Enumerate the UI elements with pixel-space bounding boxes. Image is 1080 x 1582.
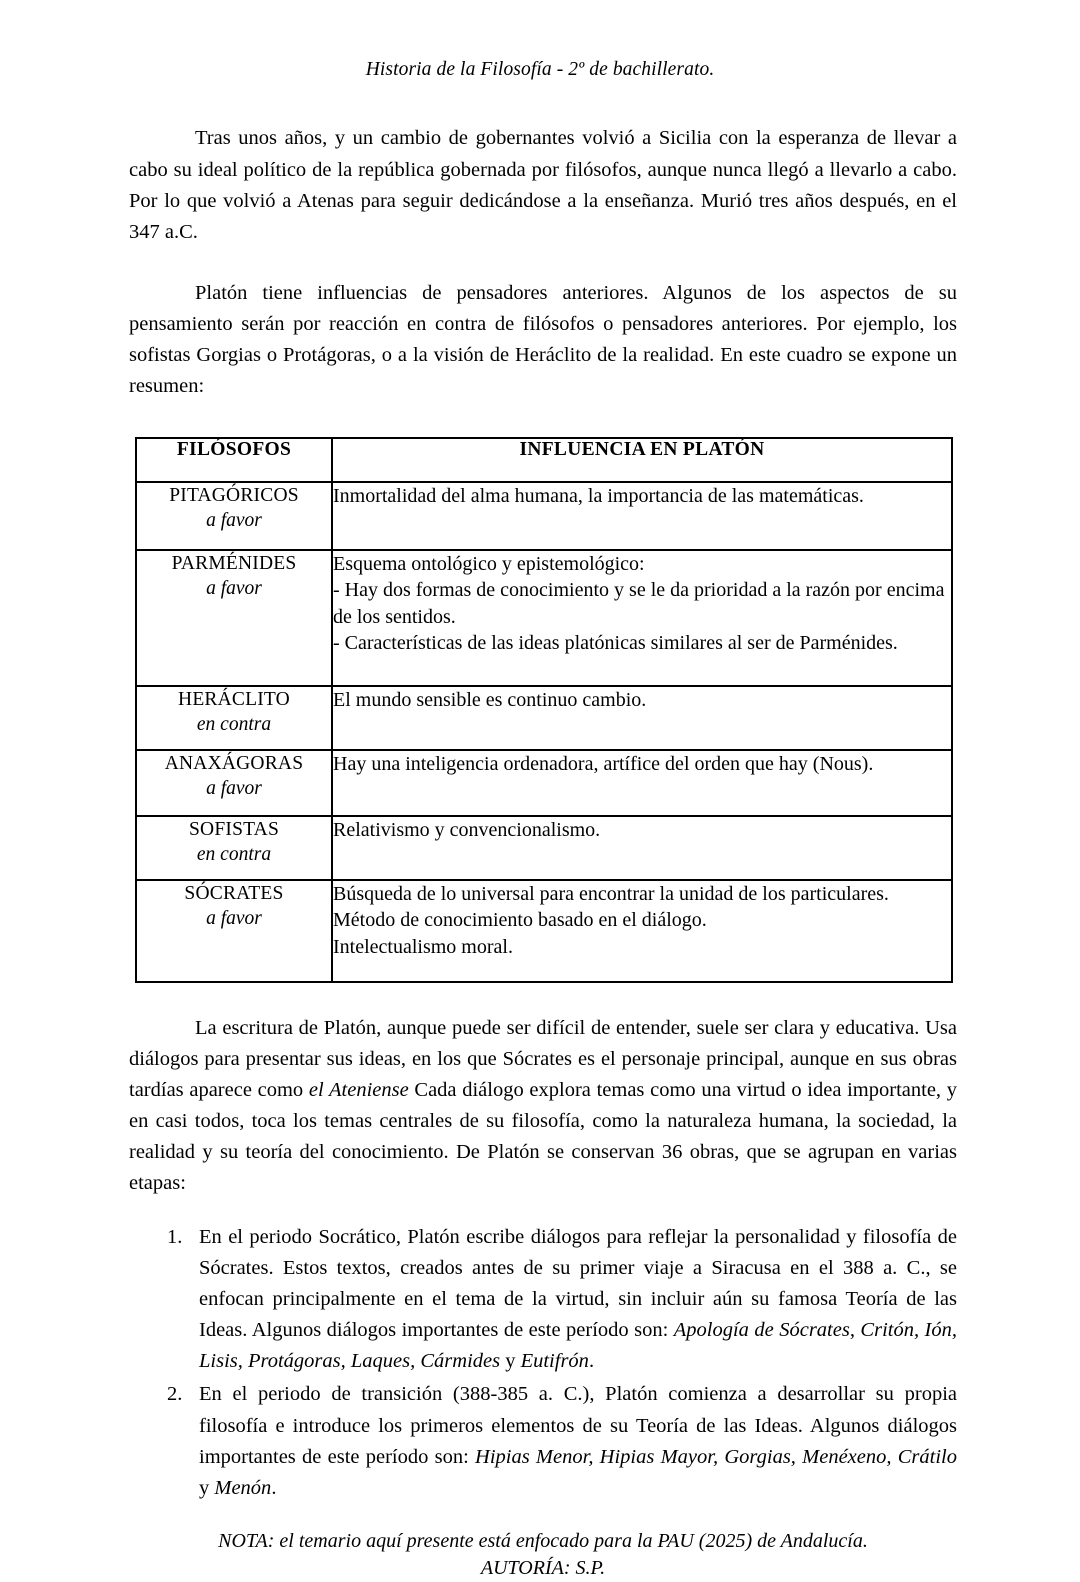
influence-cell	[332, 686, 952, 750]
influences-table-wrapper	[135, 437, 957, 983]
list-item	[129, 1222, 957, 1378]
influence-line: Intelectualismo moral.	[333, 935, 513, 958]
list-item	[129, 1379, 957, 1504]
philosopher-stance: a favor	[206, 907, 262, 929]
influence-cell	[332, 880, 952, 982]
document-body	[123, 123, 957, 1582]
footer-autoria-line: AUTORÍA: S.P.	[480, 1556, 606, 1579]
influence-line: Hay una inteligencia ordenadora, artífice del orden que hay (Nous).	[333, 752, 874, 775]
footer-note	[129, 1528, 957, 1582]
philosopher-cell	[136, 816, 332, 880]
influences-table	[135, 437, 953, 983]
column-header-influence: INFLUENCIA EN PLATÓN	[332, 438, 952, 482]
philosopher-cell	[136, 880, 332, 982]
paragraph-text-segment: La escritura de Platón, aunque puede ser difícil de entender, suele ser clara y educativa. Usa diálogos para presentar sus ideas, en los que Sócrates es el personaje principal, aunque en sus obras tardías aparece como	[129, 1016, 957, 1101]
table-row	[136, 482, 952, 550]
philosopher-stance: a favor	[206, 509, 262, 531]
dialogue-last-title: Menón	[214, 1476, 272, 1499]
philosopher-name: HERÁCLITO	[178, 688, 290, 710]
influence-cell	[332, 816, 952, 880]
influence-line: - Características de las ideas platónicas similares al ser de Parménides.	[333, 632, 898, 655]
influence-line: Esquema ontológico y epistemológico:	[333, 552, 645, 575]
influence-cell	[332, 482, 952, 550]
running-header: Historia de la Filosofía - 2º de bachillerato.	[365, 59, 715, 80]
table-row	[136, 880, 952, 982]
philosopher-cell	[136, 550, 332, 686]
philosopher-name: SÓCRATES	[184, 882, 284, 904]
philosopher-stance: en contra	[196, 713, 272, 735]
dialogue-titles: Apología de Sócrates, Critón, Ión, Lisis, Protágoras, Laques, Cármides	[199, 1319, 958, 1373]
philosopher-stance: a favor	[206, 577, 262, 599]
influence-line: Búsqueda de lo universal para encontrar la unidad de los particulares.	[333, 882, 889, 905]
table-row	[136, 816, 952, 880]
list-item-conjunction: y	[500, 1350, 521, 1373]
philosopher-name: ANAXÁGORAS	[164, 752, 304, 774]
dialogue-last-title: Eutifrón	[520, 1350, 589, 1373]
list-item-text-end: .	[588, 1350, 595, 1373]
dialogue-titles: Hipias Menor, Hipias Mayor, Gorgias, Menéxeno, Crátilo	[475, 1445, 957, 1468]
philosopher-stance: a favor	[206, 777, 262, 799]
philosopher-cell	[136, 750, 332, 816]
work-title-ateniense: el Ateniense	[308, 1078, 409, 1101]
paragraph-text-segment: Cada diálogo explora temas como una virtud o idea importante, y en casi todos, toca los temas centrales de su filosofía, como la naturaleza humana, la sociedad, la realidad y su teoría del conocimiento. De Platón se conservan 36 obras, que se agrupan en varias etapas:	[129, 1078, 957, 1195]
influence-line: Método de conocimiento basado en el diálogo.	[333, 909, 707, 932]
list-item-text-end: .	[271, 1476, 277, 1499]
philosopher-cell	[136, 686, 332, 750]
table-header-row	[136, 438, 952, 482]
column-header-philosophers: FILÓSOFOS	[136, 438, 332, 482]
paragraph-plato-writing	[129, 1013, 957, 1200]
periods-list	[129, 1222, 957, 1504]
list-item-text: En el periodo Socrático, Platón escribe diálogos para reflejar la personalidad y filosofía de Sócrates. Estos textos, creados antes de su primer viaje a Siracusa en el 388 a. C., se enfocan principalmente en el tema de la virtud, sin incluir aún su famosa Teoría de las Ideas. Algunos diálogos importantes de este período son:	[199, 1225, 957, 1342]
philosopher-stance: en contra	[196, 843, 272, 865]
list-item-text: En el periodo de transición (388-385 a. C.), Platón comienza a desarrollar su propia filosofía e introduce los primeros elementos de su Teoría de las Ideas. Algunos diálogos importantes de este período son:	[199, 1383, 957, 1468]
influence-cell	[332, 750, 952, 816]
philosopher-name: PITAGÓRICOS	[169, 484, 299, 506]
influence-line: El mundo sensible es continuo cambio.	[333, 688, 647, 711]
table-row	[136, 550, 952, 686]
table-row	[136, 750, 952, 816]
philosopher-name: SOFISTAS	[189, 818, 279, 840]
influence-line: Relativismo y convencionalismo.	[333, 818, 601, 841]
philosopher-name: PARMÉNIDES	[171, 552, 297, 574]
philosopher-cell	[136, 482, 332, 550]
paragraph-plato-influences-intro: Platón tiene influencias de pensadores anteriores. Algunos de los aspectos de su pensamiento serán por reacción en contra de filósofos o pensadores anteriores. Por ejemplo, los sofistas Gorgias o Protágoras, o a la visión de Heráclito de la realidad. En este cuadro se expone un resumen:	[129, 282, 957, 398]
list-item-conjunction: y	[199, 1476, 215, 1499]
influence-cell	[332, 550, 952, 686]
footer-nota-line: NOTA: el temario aquí presente está enfocado para la PAU (2025) de Andalucía.	[218, 1529, 868, 1552]
influence-line: Inmortalidad del alma humana, la importancia de las matemáticas.	[333, 484, 864, 507]
influence-line: - Hay dos formas de conocimiento y se le da prioridad a la razón por encima de los sentidos.	[333, 579, 945, 628]
table-row	[136, 686, 952, 750]
paragraph-plato-sicily: Tras unos años, y un cambio de gobernantes volvió a Sicilia con la esperanza de llevar a cabo su ideal político de la república gobernada por filósofos, aunque nunca llegó a llevarlo a cabo. Por lo que volvió a Atenas para seguir dedicándose a la enseñanza. Murió tres años después, en el 347 a.C.	[129, 127, 957, 243]
